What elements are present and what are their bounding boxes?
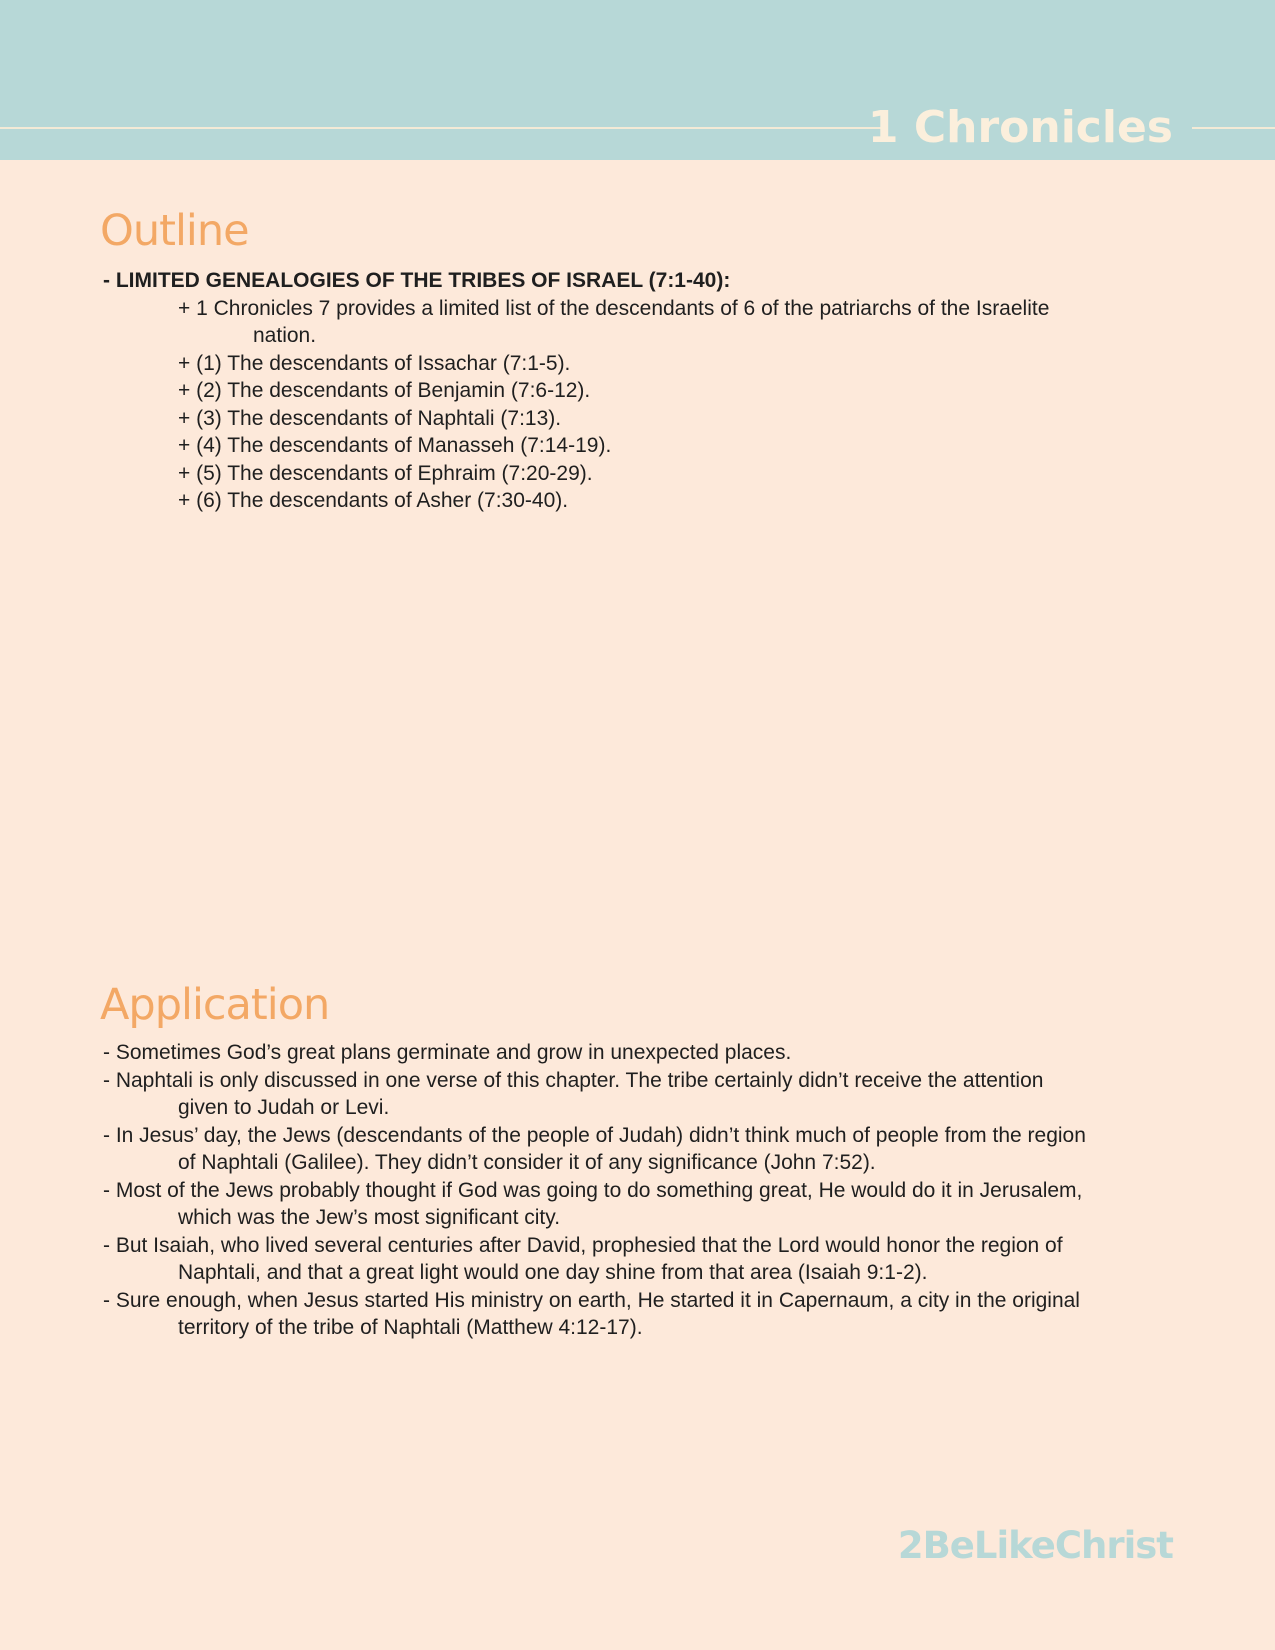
outline-sub-item-text: + (6) The descendants of Asher (7:30-40). [178, 489, 569, 512]
application-item-text: - Sure enough, when Jesus started His ministry on earth, He started it in Capernaum, a city in the original [103, 1288, 1080, 1312]
brand-logo-text: 2BeLikeChrist [897, 1524, 1173, 1567]
outline-sub-item-text: + (2) The descendants of Benjamin (7:6-12). [178, 379, 591, 402]
outline-sub-item [103, 460, 1183, 488]
outline-sub-item [103, 377, 1183, 405]
application-item-text: - Sometimes God’s great plans germinate and grow in unexpected places. [103, 1041, 792, 1064]
outline-sub-item-text: + (1) The descendants of Issachar (7:1-5). [178, 351, 571, 375]
application-item [103, 1067, 1203, 1122]
outline-sub-item [103, 405, 1183, 433]
application-item-continuation: of Naphtali (Galilee). They didn’t consider it of any significance (John 7:52). [178, 1151, 876, 1174]
outline-sub-item-text: + (4) The descendants of Manasseh (7:14-19). [178, 434, 612, 457]
application-heading: Application [100, 980, 330, 1030]
outline-sub-item-text: + (3) The descendants of Naphtali (7:13). [178, 406, 562, 430]
outline-sub-item [103, 487, 1183, 515]
outline-sub-item-text: + (5) The descendants of Ephraim (7:20-29). [178, 461, 593, 485]
application-item-text: - In Jesus’ day, the Jews (descendants of the people of Judah) didn’t think much of people from the region [103, 1123, 1086, 1147]
application-section [103, 1039, 1203, 1342]
application-item-text: - Naphtali is only discussed in one verse of this chapter. The tribe certainly didn’t receive the attention [103, 1068, 1044, 1092]
application-item-continuation: which was the Jew’s most significant city. [178, 1206, 561, 1229]
outline-sub-item [103, 432, 1183, 460]
outline-sub-item-text: + 1 Chronicles 7 provides a limited list of the descendants of 6 of the patriarchs of the Israelite [178, 296, 1050, 320]
outline-sub-item [103, 295, 1183, 350]
application-item-continuation: Naphtali, and that a great light would one day shine from that area (Isaiah 9:1-2). [178, 1261, 928, 1284]
application-item [103, 1122, 1203, 1177]
application-item [103, 1287, 1203, 1342]
application-item-continuation: territory of the tribe of Naphtali (Matthew 4:12-17). [178, 1316, 643, 1339]
application-item [103, 1039, 1203, 1067]
header-rule-right [1192, 127, 1275, 129]
outline-section [103, 267, 1183, 515]
application-item-text: - But Isaiah, who lived several centuries after David, prophesied that the Lord would honor the region of [103, 1233, 1063, 1257]
header-rule-left [0, 127, 885, 129]
outline-sub-item [103, 350, 1183, 378]
application-item-continuation: given to Judah or Levi. [178, 1096, 390, 1119]
application-item-text: - Most of the Jews probably thought if God was going to do something great, He would do it in Jerusalem, [103, 1178, 1083, 1202]
document-title: 1 Chronicles [867, 102, 1173, 153]
application-item [103, 1232, 1203, 1287]
outline-main-item: - LIMITED GENEALOGIES OF THE TRIBES OF ISRAEL (7:1-40): [103, 269, 731, 292]
outline-heading: Outline [100, 206, 249, 256]
outline-sub-item-continuation: nation. [253, 324, 317, 347]
application-item [103, 1177, 1203, 1232]
